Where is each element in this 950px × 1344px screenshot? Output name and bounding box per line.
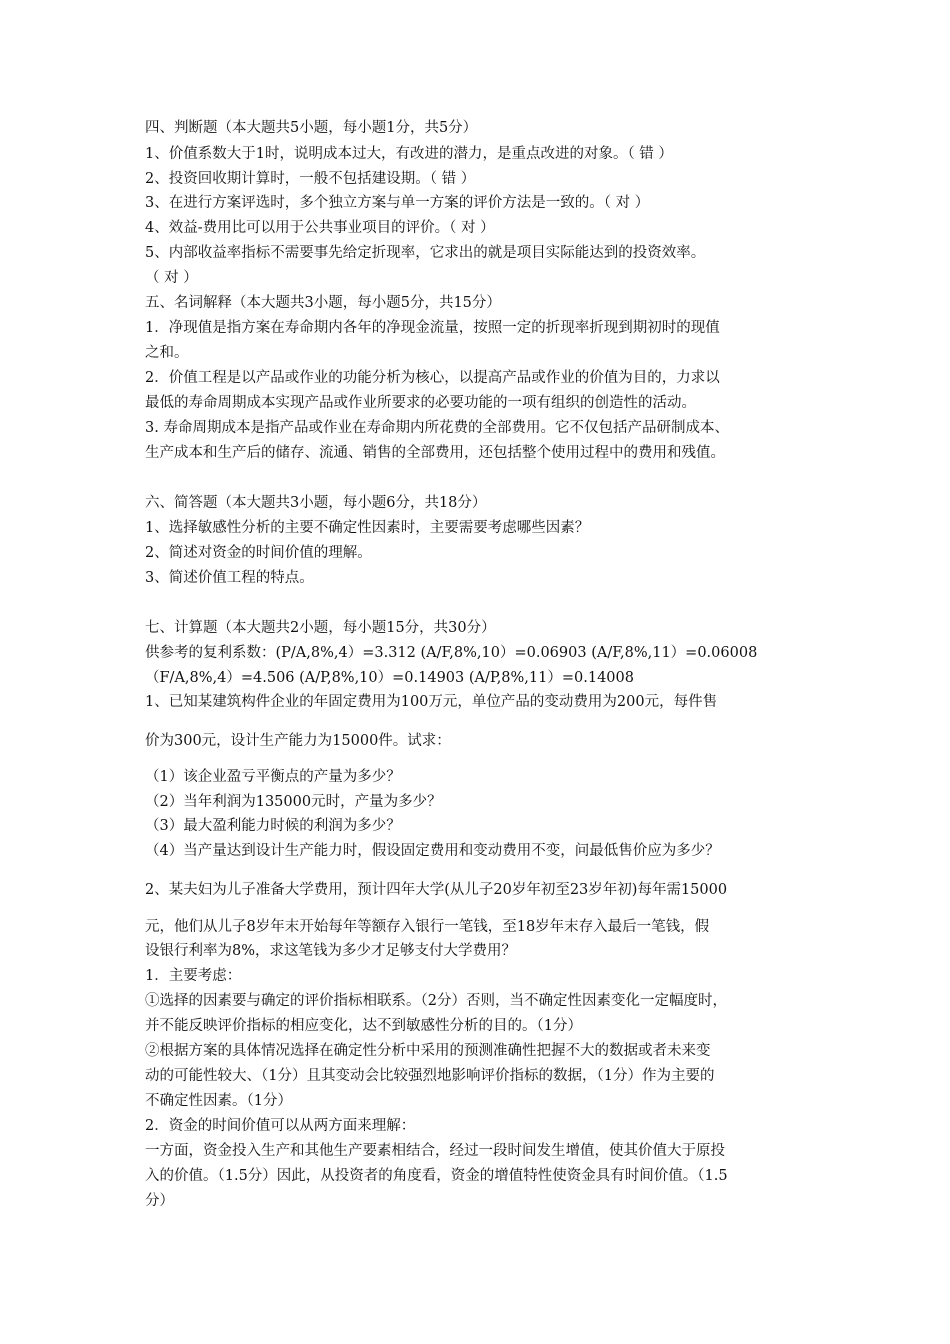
question-text: 2、投资回收期计算时，一般不包括建设期。（ 错 ） (145, 171, 476, 187)
section-heading-true-false: 四、判断题（本大题共5小题，每小题1分，共5分） (145, 120, 478, 136)
question-text: 4、效益-费用比可以用于公共事业项目的评价。（ 对 ） (145, 220, 495, 236)
paragraph-text: 1．净现值是指方案在寿命期内各年的净现金流量，按照一定的折现率折现到期初时的现值 (145, 320, 720, 336)
answer-text: 并不能反映评价指标的相应变化，达不到敏感性分析的目的。（1分） (145, 1018, 582, 1034)
question-text: 1、已知某建筑构件企业的年固定费用为100万元，单位产品的变动费用为200元，每件售 (145, 694, 718, 710)
question-text: 3、简述价值工程的特点。 (145, 570, 314, 586)
sub-question-text: （1）该企业盈亏平衡点的产量为多少？ (145, 769, 401, 785)
paragraph-text: 之和。 (145, 345, 189, 361)
question-text: 价为300元，设计生产能力为15000件。试求： (145, 733, 451, 749)
sub-question-text: （3）最大盈利能力时候的利润为多少？ (145, 818, 401, 834)
coefficient-text: （F/A,8%,4）=4.506 (A/P,8%,10）=0.14903 (A/P,8%,11）=0.14008 (145, 670, 634, 686)
paragraph-text: 3. 寿命周期成本是指产品或作业在寿命期内所花费的全部费用。它不仅包括产品研制成本、 (145, 420, 729, 436)
answer-text: （ 对 ） (145, 270, 198, 286)
paragraph-text: 生产成本和生产后的储存、流通、销售的全部费用，还包括整个使用过程中的费用和残值。 (145, 445, 725, 461)
sub-question-text: （2）当年利润为135000元时，产量为多少？ (145, 794, 442, 810)
paragraph-text: 最低的寿命周期成本实现产品或作业所要求的必要功能的一项有组织的创造性的活动。 (145, 395, 696, 411)
answer-text: 入的价值。（1.5分）因此，从投资者的角度看，资金的增值特性使资金具有时间价值。（1.5 (145, 1168, 728, 1184)
question-text: 3、在进行方案评选时，多个独立方案与单一方案的评价方法是一致的。（ 对 ） (145, 195, 650, 211)
section-heading-short-answer: 六、简答题（本大题共3小题，每小题6分，共18分） (145, 495, 487, 511)
section-heading-calculation: 七、计算题（本大题共2小题，每小题15分，共30分） (145, 620, 496, 636)
answer-text: 不确定性因素。（1分） (145, 1093, 292, 1109)
question-text: 1、价值系数大于1时，说明成本过大，有改进的潜力，是重点改进的对象。（ 错 ） (145, 146, 673, 162)
answer-text: 1．主要考虑： (145, 968, 242, 984)
question-text: 5、内部收益率指标不需要事先给定折现率，它求出的就是项目实际能达到的投资效率。 (145, 245, 706, 261)
question-text: 2、简述对资金的时间价值的理解。 (145, 545, 372, 561)
section-heading-terms: 五、名词解释（本大题共3小题，每小题5分，共15分） (145, 295, 501, 311)
coefficient-text: 供参考的复利系数：(P/A,8%,4）=3.312 (A/F,8%,10）=0.06903 (A/F,8%,11）=0.06008 (145, 645, 758, 661)
paragraph-text: 2．价值工程是以产品或作业的功能分析为核心，以提高产品或作业的价值为目的，力求以 (145, 370, 720, 386)
question-text: 2、某夫妇为儿子准备大学费用，预计四年大学(从儿子20岁年初至23岁年初)每年需15000 (145, 882, 728, 898)
answer-text: 分） (145, 1193, 174, 1209)
answer-text: 动的可能性较大、（1分）且其变动会比较强烈地影响评价指标的数据，（1分）作为主要的 (145, 1068, 715, 1084)
question-text: 设银行利率为8%，求这笔钱为多少才足够支付大学费用？ (145, 943, 517, 959)
question-text: 元，他们从儿子8岁年末开始每年等额存入银行一笔钱，至18岁年末存入最后一笔钱，假 (145, 919, 710, 935)
sub-question-text: （4）当产量达到设计生产能力时，假设固定费用和变动费用不变，问最低售价应为多少？ (145, 843, 720, 859)
question-text: 1、选择敏感性分析的主要不确定性因素时，主要需要考虑哪些因素？ (145, 520, 590, 536)
answer-text: ①选择的因素要与确定的评价指标相联系。（2分）否则，当不确定性因素变化一定幅度时， (145, 993, 727, 1009)
answer-text: 一方面，资金投入生产和其他生产要素相结合，经过一段时间发生增值，使其价值大于原投 (145, 1143, 725, 1159)
answer-text: ②根据方案的具体情况选择在确定性分析中采用的预测准确性把握不大的数据或者未来变 (145, 1043, 711, 1059)
answer-text: 2．资金的时间价值可以从两方面来理解： (145, 1118, 416, 1134)
